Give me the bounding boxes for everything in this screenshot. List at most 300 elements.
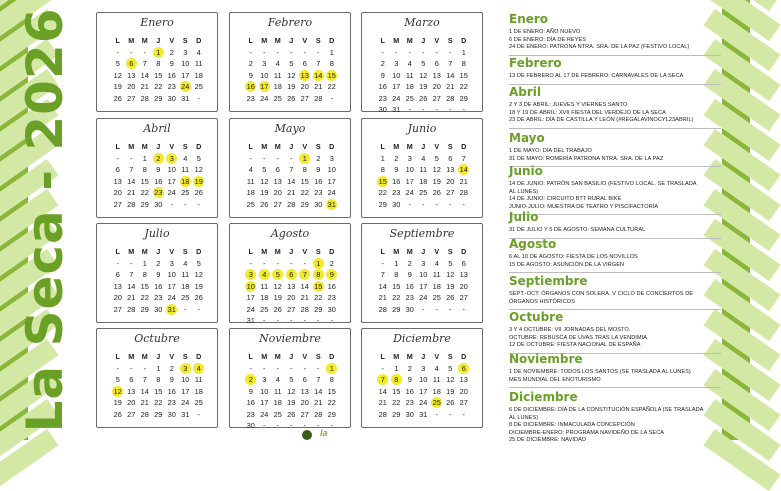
day-number: 21 [459,176,468,186]
weekday-header: M [128,142,135,151]
day-number: - [422,304,425,314]
event-line: 1 DE MAYO: DÍA DEL TRABAJO [509,148,592,154]
day-cell [271,258,285,270]
day-number: 4 [434,258,439,268]
day-cell [152,258,166,270]
day-cell [376,304,390,316]
day-number: - [290,47,293,57]
day-cell [271,363,285,375]
days-table [244,351,339,432]
event-line: 2 Y 3 DE ABRIL: JUEVES Y VIERNES SANTO [509,102,628,108]
town-seal-icon [302,430,312,440]
day-cell [298,363,312,375]
day-number: 26 [260,199,269,209]
event-line: 6 DE DICIEMBRE: DÍA DE LA CONSTITUCIÓN ESPAÑOLA (SE TRASLADA [509,407,704,413]
day-cell [325,81,339,93]
event-line: 24 DE ENERO: PATRONA NTRA. SRA. DE LA PAZ (FESTIVO LOCAL) [509,44,690,51]
day-cell [312,386,326,398]
day-cell [457,176,471,188]
day-cell [138,281,152,293]
weekday-header: M [274,247,281,256]
day-cell [179,409,193,421]
day-cell [258,164,272,176]
day-number: - [408,199,411,209]
day-number: 2 [169,363,174,373]
event-line: 23 DE ABRIL: DÍA DE CASTILLA Y LEÓN (#REGALAVINOCYL23ABRIL) [509,117,694,124]
day-number: - [249,153,252,163]
weekday-header: M [141,142,148,151]
day-cell [417,269,431,281]
day-number: 24 [419,293,428,302]
day-number: 23 [167,82,176,91]
day-cell [258,81,272,93]
day-cell [125,70,139,82]
weekday-header: L [248,247,253,256]
day-number: - [435,199,438,209]
day-cell [179,70,193,82]
day-number: 30 [378,105,387,114]
day-number: 2 [248,59,253,68]
day-number: - [130,258,133,268]
day-cell [165,47,179,59]
weekday-header: V [434,142,440,151]
event-block-septiembre [509,274,721,310]
highlighted-day: 9 [326,269,337,280]
day-cell [138,269,152,281]
day-cell [376,374,390,386]
day-number: 11 [432,270,441,279]
days-table [376,246,471,315]
weekday-header: V [434,36,440,45]
day-cell [312,315,326,327]
day-number: 27 [287,304,296,314]
event-line: 15 DE AGOSTO: ASUNCIÓN DE LA VIRGEN [509,261,625,268]
day-cell [325,187,339,199]
day-number: 9 [380,70,385,80]
day-number: 15 [327,386,336,396]
weekday-header: J [156,142,161,151]
day-cell [244,292,258,304]
days-table [111,35,206,104]
day-number: 5 [115,375,120,384]
day-cell [403,304,417,316]
day-cell [430,397,444,409]
day-cell [298,93,312,105]
day-number: - [449,304,452,314]
day-number: 23 [167,398,176,407]
day-cell [298,269,312,281]
day-cell [298,281,312,293]
day-number: 17 [181,386,190,396]
day-cell [111,164,125,176]
day-number: 7 [316,375,321,384]
day-number: 21 [314,398,323,407]
day-number: 6 [115,270,120,279]
highlighted-day: 17 [260,82,269,91]
highlighted-day: 1 [326,363,337,374]
day-cell [390,164,404,176]
day-cell [258,397,272,409]
weekday-header: S [447,352,453,361]
day-cell [390,58,404,70]
weekday-header: V [169,247,175,256]
day-cell [417,58,431,70]
day-cell [298,374,312,386]
day-cell [192,176,206,188]
day-cell [403,386,417,398]
day-cell [125,292,139,304]
day-cell [298,176,312,188]
day-cell [258,292,272,304]
day-cell [244,409,258,421]
day-cell [244,58,258,70]
day-number: - [449,105,452,114]
day-cell [403,164,417,176]
day-cell [165,269,179,281]
day-cell [244,363,258,375]
days-table [244,35,339,104]
day-number: 23 [392,188,401,197]
day-cell [457,363,471,375]
day-number: 7 [316,59,321,68]
day-number: 22 [327,82,336,91]
day-cell [417,70,431,82]
day-number: 19 [113,398,122,407]
day-cell [325,386,339,398]
month-calendar-febrero [229,12,351,112]
day-cell [244,47,258,59]
day-cell [444,58,458,70]
day-cell [152,47,166,59]
day-number: 17 [327,176,336,186]
day-cell [325,176,339,188]
day-cell [244,258,258,270]
day-cell [457,397,471,409]
day-number: 13 [432,70,441,80]
weekday-header: V [169,142,175,151]
month-name: Mayo [274,122,306,135]
day-cell [192,304,206,316]
day-number: 23 [246,93,255,103]
weekday-header: D [461,142,467,151]
day-cell [457,164,471,176]
month-name: Marzo [404,16,440,29]
day-number: 1 [394,258,399,268]
day-cell [444,258,458,270]
day-number: 22 [314,293,323,302]
day-number: 10 [260,386,269,396]
day-cell [430,58,444,70]
day-cell [258,70,272,82]
day-cell [258,199,272,211]
day-number: 30 [405,304,414,314]
day-number: - [276,153,279,163]
day-number: 6 [302,375,307,384]
day-number: - [249,47,252,57]
day-cell [165,93,179,105]
day-cell [457,292,471,304]
day-cell [138,397,152,409]
day-cell [390,363,404,375]
highlighted-day: 1 [313,258,324,269]
day-number: 29 [154,409,163,419]
weekday-header: S [182,247,188,256]
day-number: 4 [275,375,280,384]
day-cell [390,199,404,211]
day-number: 10 [419,375,428,384]
day-number: 16 [167,70,176,80]
day-number: - [435,47,438,57]
day-cell [125,281,139,293]
day-number: 3 [169,258,174,268]
day-cell [258,187,272,199]
day-number: 22 [140,188,149,197]
day-cell [271,93,285,105]
day-number: 12 [419,70,428,80]
event-block-julio [509,210,721,239]
day-cell [165,397,179,409]
days-table [244,141,339,210]
highlighted-day: 25 [432,398,441,407]
day-number: 9 [248,70,253,80]
day-cell [312,281,326,293]
day-number: 11 [432,375,441,384]
day-number: 18 [181,281,190,291]
weekday-header: M [406,142,413,151]
day-number: 2 [394,153,399,163]
day-number: - [290,258,293,268]
day-cell [125,409,139,421]
day-cell [417,409,431,421]
day-cell [165,176,179,188]
day-cell [325,292,339,304]
day-cell [165,409,179,421]
weekday-header: S [447,142,453,151]
month-name: Junio [407,122,437,135]
weekday-header: S [182,36,188,45]
day-number: 19 [113,82,122,91]
day-number: 21 [300,293,309,302]
day-cell [444,386,458,398]
day-cell [285,374,299,386]
month-name: Septiembre [389,227,455,240]
month-calendar-junio [361,118,483,218]
day-number: 25 [432,293,441,302]
day-number: - [184,304,187,314]
weekday-header: L [115,352,120,361]
day-number: 17 [392,82,401,91]
day-number: 18 [246,188,255,197]
day-cell [271,81,285,93]
highlighted-day: 4 [193,363,204,374]
day-cell [444,363,458,375]
highlighted-day: 3 [245,269,256,280]
event-line: 14 DE JUNIO: PATRÓN SAN BASILIO (FESTIVO LOCAL. SE TRASLADA [509,181,697,187]
day-cell [285,315,299,327]
day-number: 10 [167,270,176,279]
day-cell [298,164,312,176]
day-cell [244,374,258,386]
weekday-header: M [141,352,148,361]
day-number: 27 [273,199,282,209]
day-cell [312,70,326,82]
weekday-header: L [380,142,385,151]
day-cell [376,187,390,199]
day-cell [312,374,326,386]
day-cell [179,187,193,199]
day-number: 18 [432,386,441,396]
month-calendar-septiembre [361,223,483,323]
day-number: - [317,421,320,430]
day-cell [298,258,312,270]
day-cell [244,81,258,93]
weekday-header: J [156,352,161,361]
highlighted-day: 7 [377,374,388,385]
event-line: 6 DE ENERO: DÍA DE REYES [509,36,587,43]
day-cell [192,409,206,421]
day-cell [457,104,471,116]
day-number: - [449,409,452,419]
highlighted-day: 2 [245,374,256,385]
day-cell [430,93,444,105]
weekday-header: V [302,36,308,45]
day-number: 20 [446,176,455,186]
event-month-title: Agosto [509,237,557,251]
day-cell [125,58,139,70]
weekday-header: M [261,36,268,45]
highlighted-day: 31 [167,304,176,314]
day-number: 25 [246,199,255,209]
day-number: 21 [287,188,296,197]
weekday-header: L [380,352,385,361]
day-number: 19 [287,398,296,407]
day-cell [417,397,431,409]
day-cell [192,292,206,304]
day-number: 16 [167,386,176,396]
day-cell [285,47,299,59]
day-cell [165,199,179,211]
day-cell [192,258,206,270]
day-cell [258,281,272,293]
month-name: Julio [144,227,170,240]
day-number: 15 [392,386,401,396]
day-cell [444,281,458,293]
day-cell [417,153,431,165]
day-number: 22 [154,82,163,91]
day-cell [298,409,312,421]
day-number: 26 [194,293,203,302]
day-number: 26 [432,188,441,197]
day-cell [376,164,390,176]
day-number: 12 [446,270,455,279]
day-number: - [462,304,465,314]
day-cell [417,47,431,59]
highlighted-day: 19 [194,176,203,186]
day-cell [390,292,404,304]
event-line: JUNIO-JULIO: MUESTRA DE TEATRO Y PISCIFACTORÍA [509,203,659,210]
day-number: 16 [327,281,336,291]
day-number: 6 [461,258,466,268]
day-cell [376,70,390,82]
day-number: 3 [183,47,188,57]
day-cell [430,164,444,176]
day-number: - [276,363,279,373]
day-cell [271,292,285,304]
day-number: 17 [419,281,428,291]
day-number: - [184,199,187,209]
weekday-header: V [434,352,440,361]
day-number: 10 [260,70,269,80]
weekday-header: D [461,352,467,361]
weekday-header: M [141,247,148,256]
day-cell [285,397,299,409]
day-cell [390,409,404,421]
day-number: 8 [142,165,147,174]
day-cell [444,304,458,316]
day-number: 15 [154,70,163,80]
day-number: 31 [246,316,255,325]
day-cell [457,153,471,165]
day-cell [152,363,166,375]
day-number: 2 [169,47,174,57]
month-calendar-mayo [229,118,351,218]
highlighted-day: 31 [327,199,336,209]
day-cell [165,386,179,398]
weekday-header: M [128,352,135,361]
highlighted-day: 16 [246,82,255,91]
day-cell [152,409,166,421]
day-cell [152,81,166,93]
day-cell [417,176,431,188]
event-month-title: Mayo [509,131,545,145]
day-cell [390,304,404,316]
day-cell [111,81,125,93]
day-number: 25 [273,409,282,419]
day-number: - [170,199,173,209]
day-number: 20 [287,293,296,302]
weekday-header: L [115,142,120,151]
day-cell [285,153,299,165]
day-cell [325,153,339,165]
day-number: - [249,258,252,268]
day-number: - [116,153,119,163]
day-cell [403,409,417,421]
day-cell [457,386,471,398]
day-cell [138,47,152,59]
day-number: - [263,363,266,373]
day-cell [125,374,139,386]
day-number: 10 [419,270,428,279]
highlighted-day: 15 [327,70,336,80]
day-number: 27 [113,199,122,209]
month-name: Diciembre [393,332,451,345]
day-cell [403,93,417,105]
day-number: 19 [273,293,282,302]
day-number: 10 [405,165,414,174]
month-calendar-octubre [96,328,218,428]
day-cell [125,397,139,409]
day-number: 28 [140,93,149,103]
day-cell [179,304,193,316]
day-number: - [462,409,465,419]
day-cell [430,281,444,293]
day-number: 7 [129,270,134,279]
day-cell [165,281,179,293]
day-number: 7 [461,153,466,163]
day-number: 11 [194,375,203,384]
highlighted-day: 8 [313,269,324,280]
day-number: 4 [275,59,280,68]
